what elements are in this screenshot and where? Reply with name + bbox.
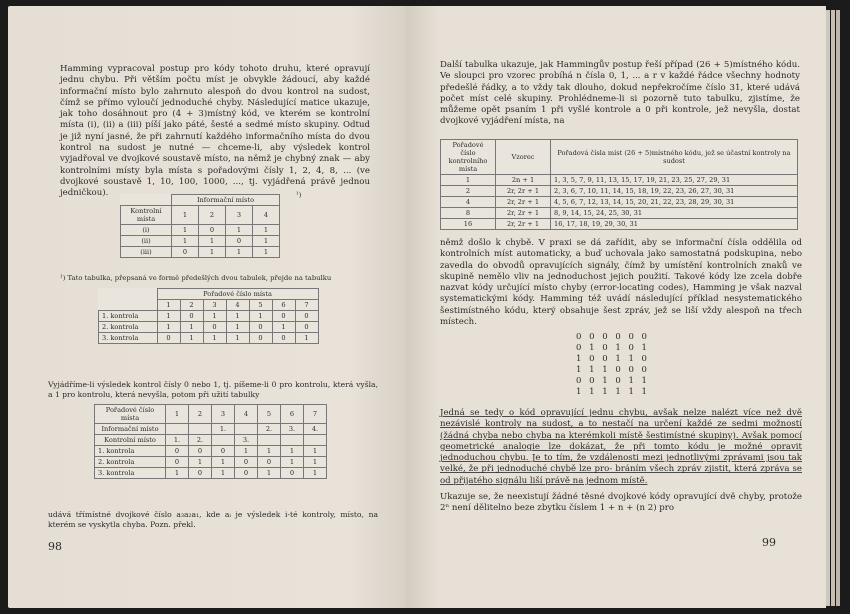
matrix-row: 1 1 1 0 0 0: [576, 365, 650, 375]
page-number-left: 98: [48, 540, 62, 553]
footnote: ¹) Tato tabulka, přepsaná ve formě předešlých dvou tabulek, přejde na tabulku: [60, 274, 332, 282]
table-row: 8 2r, 2r + 1 8, 9, 14, 15, 24, 25, 30, 31: [441, 208, 798, 219]
table-row: 1 2n + 1 1, 3, 5, 7, 9, 11, 13, 15, 17, 19, 21, 23, 25, 27, 29, 31: [441, 175, 798, 186]
left-page: [8, 6, 408, 608]
table1-group-header: Informační místo: [172, 195, 280, 206]
matrix-row: 1 0 0 1 1 0: [576, 354, 650, 364]
table-row: 2 2r, 2r + 1 2, 3, 6, 7, 10, 11, 14, 15, 18, 19, 22, 23, 26, 27, 30, 31: [441, 186, 798, 197]
matrix-row: 0 0 0 0 0 0: [576, 332, 650, 342]
table-hamming-26-5: Pořadové číslo kontrolního místa Vzorec Pořadová čísla míst (26 + 5)místného kódu, jež se účastní kontroly na sudost 1 2n + 1 1, 3, 5, 7, 9, 11, 13, 15, 17, 19, 21, 23, 25, 27, 29, 31 2 2r, 2r + 1 2, 3, 6, 7, 10, 11, 14, 15, 18, 19, 22, 23, 26, 27, 30, 31 4 2r, 2r + 1 4, 5, 6, 7, 12, 13, 14, 15, 20, 21, 22, 23, 28, 29, 30, 31 8 2r, 2r + 1 8, 9, 14, 15, 24, 25, 30, 31 16 2r, 2r + 1 16, 17, 18, 19, 29, 30, 31: [440, 139, 798, 230]
page-edge: [836, 10, 840, 606]
page-edge: [831, 10, 835, 606]
code-matrix: [576, 332, 649, 398]
table-row: 1. kontrola 0 0 0 1 1 1 1: [95, 446, 327, 457]
table-row: (i) 1 0 1 1: [121, 225, 280, 236]
right-paragraph-3: Jedná se tedy o kód opravující jednu chybu, avšak nelze nalézt více než dvě nezávislé kontroly na sudost, a to nestačí na určení každé ze sedmi možností (žádná chyba nebo chyba na kterémkoli místě šestimístné skupiny). Avšak pomocí geometrické analogie lze dokázat, že při tomto kódu je možné opravit jednoduchou chybu. Je to tím, že vzdálenosti mezi jednotlivými zprávami jsou tak velké, že při jednoduché chybě lze pro- bráním všech zpráv zjistit, která zpráva se od přijatého signálu liší právě na jednom místě.: [440, 408, 802, 486]
table-row: 1. kontrola 1 0 1 1 1 0 0: [99, 311, 319, 322]
table-informacni-misto: Informační místo Kontrolní místa 1 2 3 4 (i) 1 0 1 1 (ii) 1 1 0 1 (iii) 0 1 1 1: [120, 194, 280, 258]
table-poradove-cislo: Pořadové číslo místa 1 2 3 4 5 6 7 1. kontrola 1 0 1 1 1 0 0 2. kontrola 1 1 0 1 0 1 0 3. kontrola 0 1 1 1 0 0 1: [98, 288, 319, 344]
right-paragraph-4: Ukazuje se, že neexistují žádné těsné dvojkové kódy opravující dvě chyby, protože 2ⁿ není dělitelno beze zbytku číslem 1 + n + (n 2) pro: [440, 492, 802, 514]
right-paragraph-2: němž došlo k chybě. V praxi se dá zařídit, aby se informační čísla oddělila od kontrolních míst automaticky, a buď uchovala jako samostatná podskupina, nebo zavedla do obvodů opravujících signály, čímž by umístění kontrolních znaků ve skupině nemělo vliv na jednoduchost jejich použití. Takové kódy lze zcela dobře nazvat kódy určující místo chyby (error-locating codes), Hamming je však nazval systematickými kódy. Hamming též uvádí následující příklad nesystematického šestimístného kódu, který obsahuje šest zpráv, jež se liší vždy alespoň na třech místech.: [440, 238, 802, 328]
table-row: (iii) 0 1 1 1: [121, 247, 280, 258]
matrix-row: 0 0 1 0 1 1: [576, 376, 650, 386]
table-row: 2. kontrola 1 1 0 1 0 1 0: [99, 322, 319, 333]
left-paragraph-2: Vyjádříme-li výsledek kontrol čísly 0 nebo 1, tj. píšeme-li 0 pro kontrolu, která vyšla, a 1 pro kontrolu, která nevyšla, potom při užití tabulky: [48, 380, 378, 399]
left-paragraph-3: udává třímístné dvojkové číslo a₃a₂a₁, kde aᵢ je výsledek i-té kontroly, místo, na kterém se vyskytla chyba. Pozn. překl.: [48, 510, 378, 529]
table-row: 4 2r, 2r + 1 4, 5, 6, 7, 12, 13, 14, 15, 20, 21, 22, 23, 28, 29, 30, 31: [441, 197, 798, 208]
right-paragraph-1: Další tabulka ukazuje, jak Hammingův postup řeší případ (26 + 5)místného kódu. Ve sloupci pro vzorec probíhá n čísla 0, 1, ... a r v každé řádce všechny hodnoty předešlé řádky, a to vždy tak dlouho, dokud nepřekročíme číslo 31, které udává počet míst celé skupiny. Prohlédneme-li si pozorně tuto tabulku, zjistíme, že můžeme opět psaním 1 při vyšlé kontrole a 0 při kontrole, jež nevyšla, dostat dvojkové vyjádření místa, na: [440, 60, 800, 127]
left-paragraph-1: Hamming vypracoval postup pro kódy tohoto druhu, které opravují jednu chybu. Při větším počtu míst je obvykle žádoucí, aby každé informační místo bylo zahrnuto alespoň do dvou kontrol na sudost, čímž se přímo vyloučí jednoduché chyby. Následující matice ukazuje, jak toho dosáhnout pro (4 + 3)místný kód, ve kterém se kontrolní místa (i), (ii) a (iii) píší jako páté, šesté a sedmé místo skupiny. Odtud je již nyní jasné, že při zahrnutí každého informačního místa do dvou kontrol na sudost je nutné — chceme-li, aby výsledek kontrol vyjadřoval ve dvojkové soustavě místo, na němž je chybný znak — aby kontrolními místy byla místa s pořadovými čísly 1, 2, 4, 8, ... (ve dvojkové soustavě 1, 10, 100, 1000, ..., tj. vyjádřená právě jednou jedničkou).: [60, 64, 370, 199]
table-row: 16 2r, 2r + 1 16, 17, 18, 19, 29, 30, 31: [441, 219, 798, 230]
page-edge: [826, 10, 830, 606]
table2-group-header: Pořadové číslo místa: [157, 289, 318, 300]
footnote-mark: ¹): [296, 191, 302, 199]
matrix-row: 0 1 0 1 0 1: [576, 343, 650, 353]
right-page: [406, 6, 826, 608]
page-number-right: 99: [762, 536, 776, 549]
table1-row-header: Kontrolní místa: [121, 206, 172, 225]
table-row: (ii) 1 1 0 1: [121, 236, 280, 247]
table-row: 3. kontrola 0 1 1 1 0 0 1: [99, 333, 319, 344]
table-kontroly: Pořadové číslo místa 1 2 3 4 5 6 7 Informační místo 1. 2. 3. 4. Kontrolní místo 1. 2. 3. 1. kontrola 0 0 0 1 1 1 1 2. kontrola 0 1 1 0 0 1 1 3. kontrola 1 0 1 0 1 0 1: [94, 404, 327, 479]
table-row: 2. kontrola 0 1 1 0 0 1 1: [95, 457, 327, 468]
matrix-row: 1 1 1 1 1 1: [576, 387, 650, 397]
table-row: 3. kontrola 1 0 1 0 1 0 1: [95, 468, 327, 479]
